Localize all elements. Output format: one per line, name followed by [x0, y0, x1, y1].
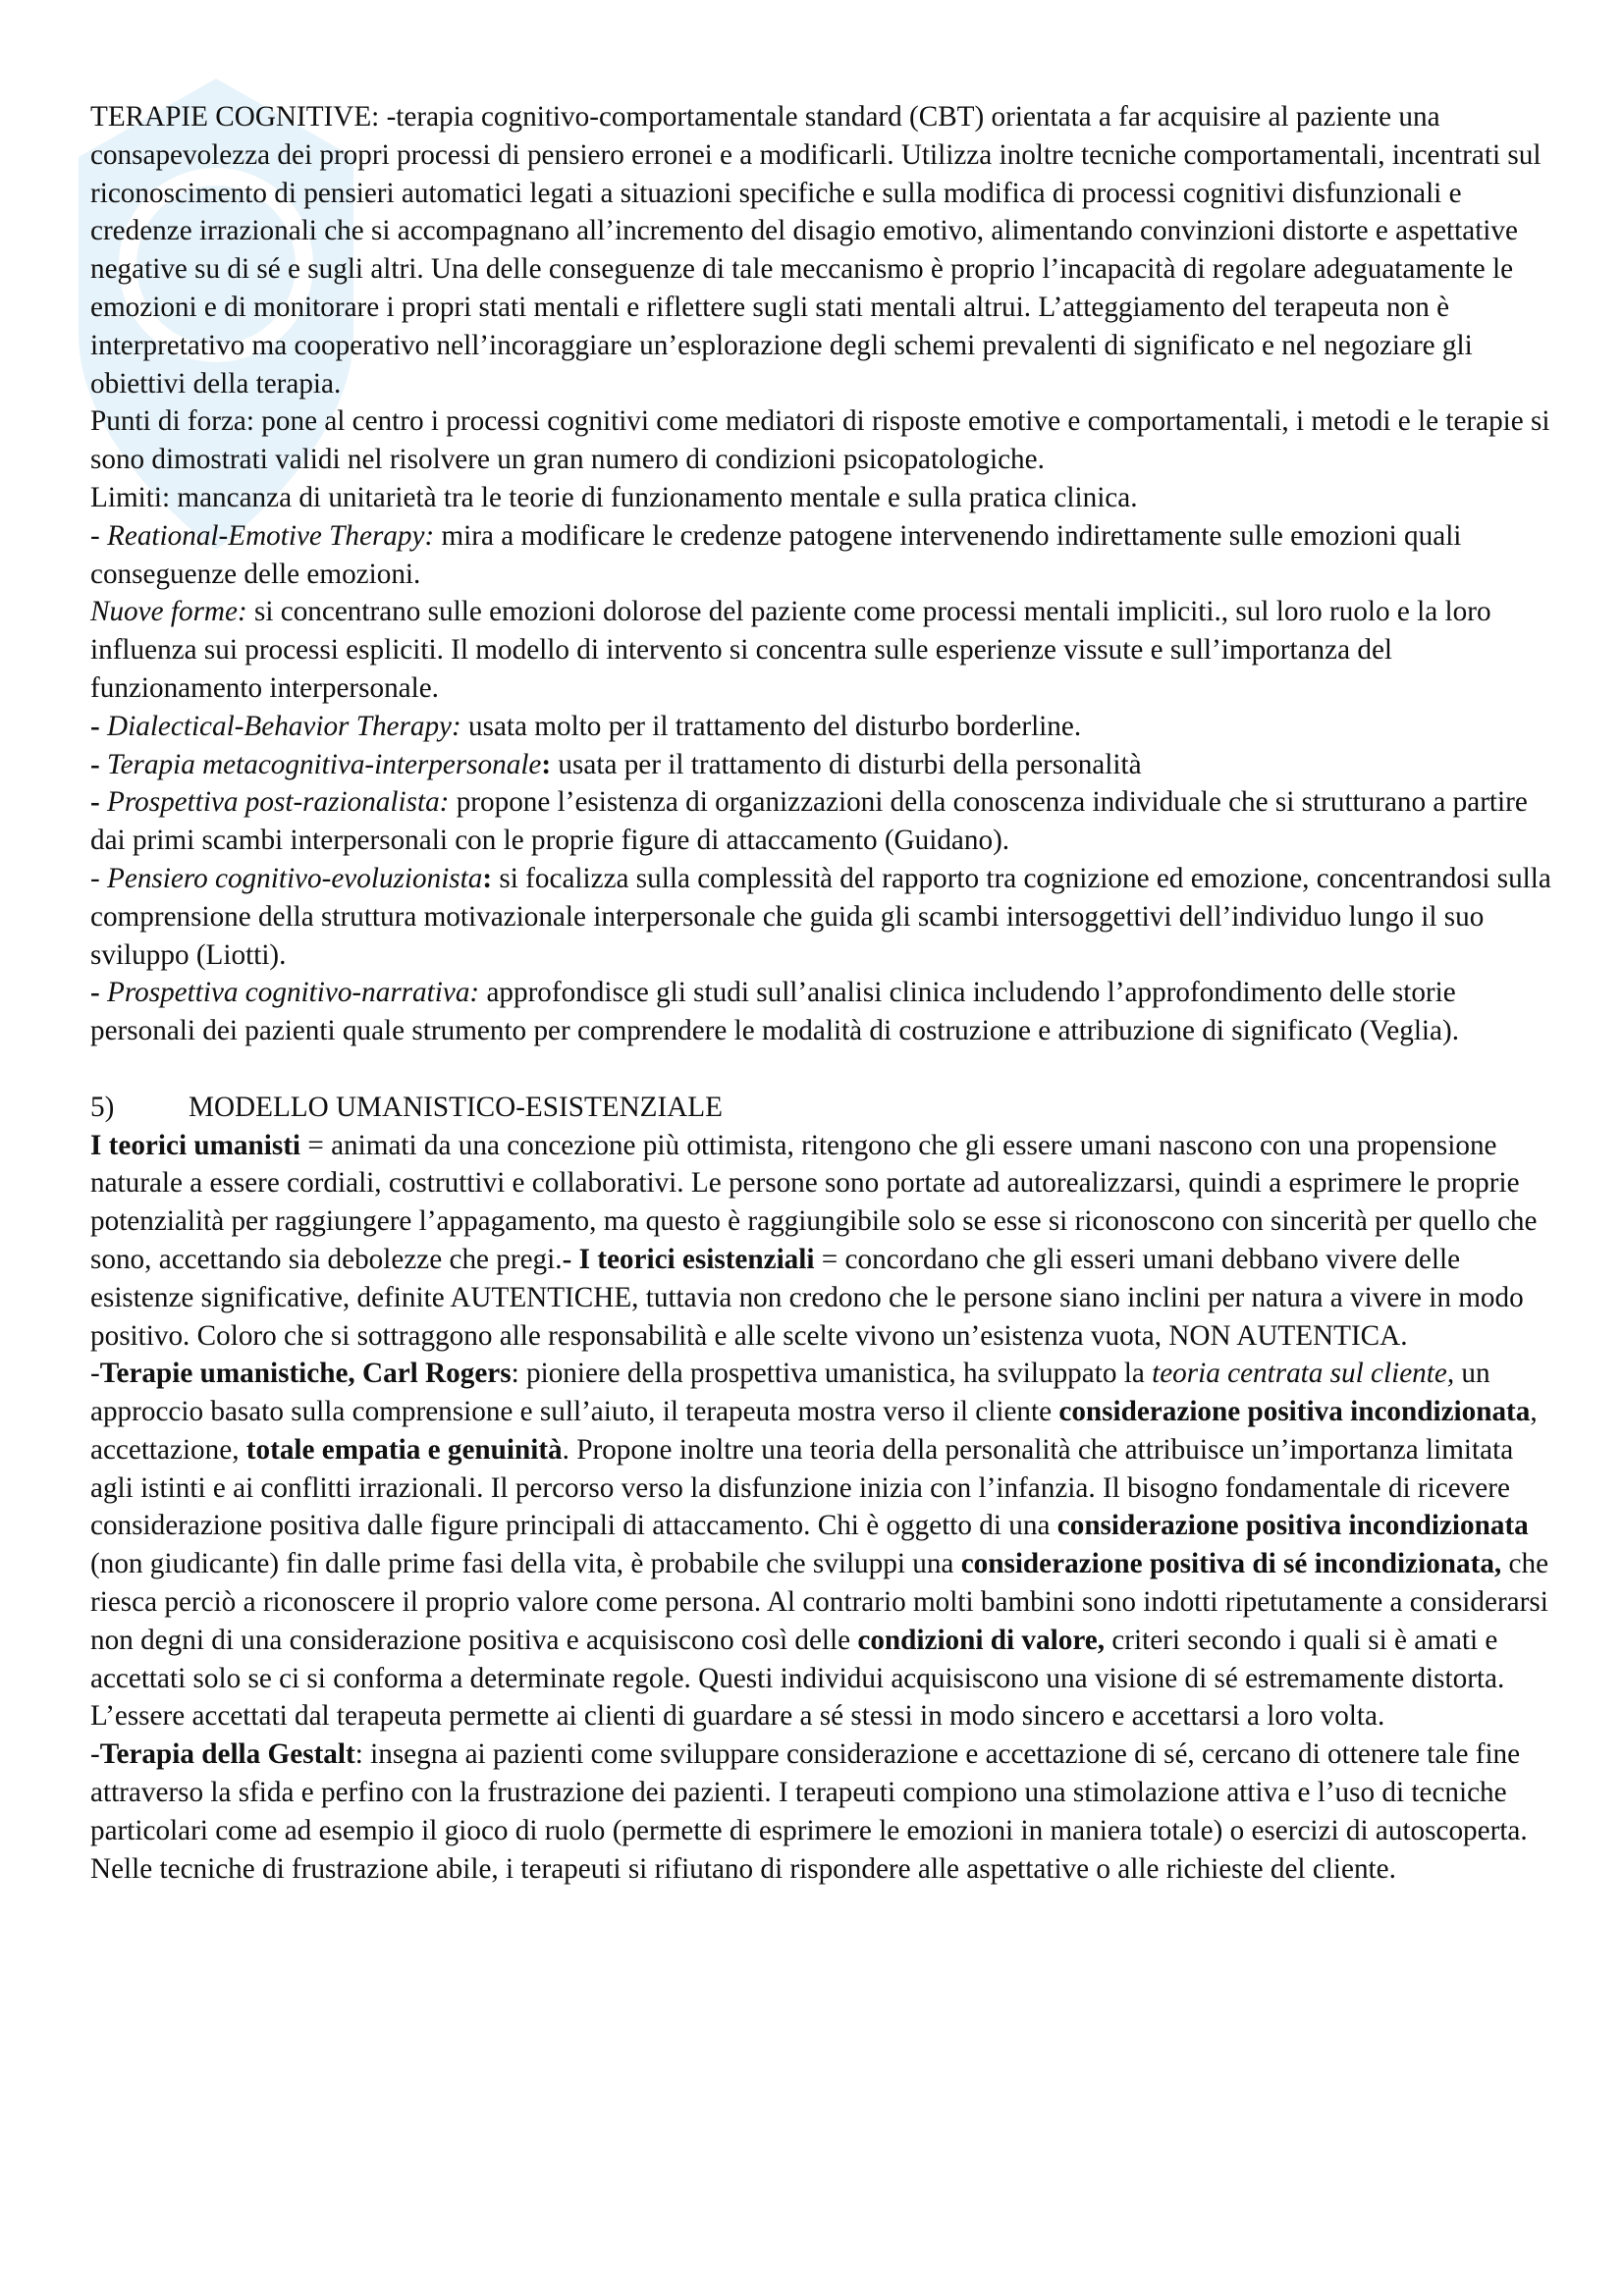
evol-colon: :: [482, 862, 493, 894]
metacog-colon: :: [541, 748, 552, 780]
evol-text: si focalizza sulla complessità del rapporto tra cognizione ed emozione, concentrandosi sulla comprensione della struttura motivazionale interpersonale che guida gli scambi intersoggettivi dell’individuo lungo il suo sviluppo (Liotti).: [90, 862, 1551, 971]
umanisti-text: = animati da una concezione più ottimista, ritengono che gli essere umani nascono con una propensione naturale a essere cordiali, costruttivi e collaborativi. Le persone sono portate ad autorealizzarsi, quindi a esprimere le proprie potenzialità per raggiungere l’appagamento, ma questo è raggiungibile solo se esse si riconoscono con sincerità per quello che sono, accettando sia debolezze che pregi.: [90, 1129, 1538, 1275]
postraz-text: propone l’esistenza di organizzazioni della conoscenza individuale che si strutturano a partire dai primi scambi interpersonali con le proprie figure di attaccamento (Guidano).: [90, 786, 1528, 857]
section-number: 5): [90, 1091, 115, 1123]
metacog-text: usata per il trattamento di disturbi della personalità: [551, 748, 1142, 780]
dbt-prefix: -: [90, 710, 108, 742]
rogers-text-6: che riesca perciò a riconoscere il proprio valore come persona. Al contrario molti bambini sono indotti ripetutamente a considerarsi non degni di una considerazione positiva e acquisiscono così delle: [90, 1548, 1549, 1656]
blank-line: [90, 1050, 1563, 1089]
rogers-term: Terapie umanistiche, Carl Rogers: [99, 1358, 512, 1390]
cbt-paragraph: [90, 98, 1563, 402]
umanisti-paragraph: [90, 1127, 1563, 1356]
dbt-text: usata molto per il trattamento del disturbo borderline.: [460, 710, 1082, 742]
metacog-prefix: -: [90, 748, 108, 780]
rogers-text-4: . Propone inoltre una teoria della personalità che attribuisce un’importanza limitata agli istinti e ai conflitti irrazionali. Il percorso verso la disfunzione inizia con l’infanzia. Il bisogno fondamentale di ricevere considerazione positiva dalle figure principali di attaccamento. Chi è oggetto di una: [90, 1433, 1514, 1542]
dbt-paragraph: [90, 708, 1563, 746]
rogers-dash: -: [90, 1358, 100, 1390]
new-forms-paragraph: [90, 593, 1563, 707]
strengths-paragraph: Punti di forza: pone al centro i processi cognitivi come mediatori di risposte emotive e comportamentali, i metodi e le terapie si sono dimostrati validi nel risolvere un gran numero di condizioni psicopatologiche.: [90, 405, 1550, 476]
dbt-term: Dialectical-Behavior Therapy:: [107, 710, 461, 742]
ret-text: mira a modificare le credenze patogene intervenendo indirettamente sulle emozioni quali conseguenze delle emozioni.: [90, 519, 1462, 590]
document-page: [90, 98, 1563, 1888]
ret-paragraph: [90, 517, 1563, 594]
metacog-term: Terapia metacognitiva-interpersonale: [107, 748, 542, 780]
new-forms-term: Nuove forme:: [90, 596, 247, 628]
rogers-text-7: criteri secondo i quali si è amati e accettati solo se ci si conforma a determinate regole. Questi individui acquisiscono una visione di sé estremamente distorta. L’essere accettati dal terapeuta permette ai clienti di guardare a sé stessi in modo sincero e accettarsi a loro volta.: [90, 1624, 1505, 1733]
rogers-text-2: un approccio basato sulla comprensione e sull’aiuto, il terapeuta mostra verso il cliente: [90, 1358, 1490, 1428]
gestalt-dash: -: [90, 1738, 100, 1771]
umanisti-term: I teorici umanisti: [90, 1129, 301, 1161]
ret-prefix: -: [90, 519, 108, 552]
rogers-text-1: : pioniere della prospettiva umanistica, ha sviluppato la: [511, 1358, 1153, 1390]
rogers-text-3: , accettazione,: [90, 1396, 1538, 1466]
gestalt-paragraph: [90, 1735, 1563, 1888]
postraz-prefix: -: [90, 786, 108, 819]
rogers-italic-1: teoria centrata sul cliente,: [1152, 1358, 1455, 1390]
narr-prefix: -: [90, 977, 108, 1009]
narr-term: Prospettiva cognitivo-narrativa:: [107, 977, 480, 1009]
postraz-term: Prospettiva post-razionalista:: [107, 786, 450, 819]
section-5-heading: [90, 1089, 1563, 1127]
cbt-intro: TERAPIE COGNITIVE: -terapia cognitivo-comportamentale standard (CBT): [90, 101, 985, 133]
evol-paragraph: [90, 860, 1563, 974]
rogers-bold-1: considerazione positiva incondizionata: [1058, 1396, 1531, 1428]
limits-paragraph: Limiti: mancanza di unitarietà tra le teorie di funzionamento mentale e sulla pratica clinica.: [90, 481, 1138, 513]
evol-prefix: -: [90, 862, 108, 894]
section-title: MODELLO UMANISTICO-ESISTENZIALE: [189, 1091, 723, 1123]
ret-term: Reational-Emotive Therapy:: [107, 519, 435, 552]
narr-text: approfondisce gli studi sull’analisi clinica includendo l’approfondimento delle storie personali dei pazienti quale strumento per comprendere le modalità di costruzione e attribuzione di significato (Veglia).: [90, 977, 1460, 1047]
rogers-bold-5: condizioni di valore,: [857, 1624, 1106, 1656]
rogers-bold-4: considerazione positiva di sé incondizionata,: [960, 1548, 1502, 1580]
cbt-body: orientata a far acquisire al paziente una consapevolezza dei propri processi di pensiero erronei e a modificarli. Utilizza inoltre tecniche comportamentali, incentrati sul riconoscimento di pensieri automatici legati a situazioni specifiche e sulla modifica di processi cognitivi disfunzionali e credenze irrazionali che si accompagnano all’incremento del disagio emotivo, alimentando convinzioni distorte e aspettative negative su di sé e sugli altri. Una delle conseguenze di tale meccanismo è proprio l’incapacità di regolare adeguatamente le emozioni e di monitorare i propri stati mentali e riflettere sugli stati mentali altrui. L’atteggiamento del terapeuta non è interpretativo ma cooperativo nell’incoraggiare un’esplorazione degli schemi prevalenti di significato e nel negoziare gli obiettivi della terapia.: [90, 101, 1542, 400]
postraz-paragraph: [90, 783, 1563, 860]
narr-paragraph: [90, 974, 1563, 1050]
esistenziali-text: = concordano che gli esseri umani debbano vivere delle esistenze significative, definite AUTENTICHE, tuttavia non credono che le persone siano inclini per natura a vivere in modo positivo. Coloro che si sottraggono alle responsabilità e alle scelte vivono un’esistenza vuota, NON AUTENTICA.: [90, 1243, 1524, 1352]
gestalt-term: Terapia della Gestalt: [99, 1738, 355, 1771]
rogers-bold-2: totale empatia e genuinità: [245, 1433, 563, 1466]
new-forms-text: si concentrano sulle emozioni dolorose del paziente come processi mentali impliciti., sul loro ruolo e la loro influenza sui processi espliciti. Il modello di intervento si concentra sulle esperienze vissute e sull’importanza del funzionamento interpersonale.: [90, 596, 1491, 704]
rogers-bold-3: considerazione positiva incondizionata: [1056, 1510, 1529, 1542]
gestalt-text: : insegna ai pazienti come sviluppare considerazione e accettazione di sé, cercano di ottenere tale fine attraverso la sfida e perfino con la frustrazione dei pazienti. I terapeuti compiono una stimolazione attiva e l’uso di tecniche particolari come ad esempio il gioco di ruolo (permette di esprimere le emozioni in maniera totale) o esercizi di autoscoperta. Nelle tecniche di frustrazione abile, i terapeuti si rifiutano di rispondere alle aspettative o alle richieste del cliente.: [90, 1738, 1528, 1885]
metacog-paragraph: [90, 746, 1563, 784]
rogers-text-5: (non giudicante) fin dalle prime fasi della vita, è probabile che sviluppi una: [90, 1548, 961, 1580]
esistenziali-term: - I teorici esistenziali: [562, 1243, 815, 1275]
evol-term: Pensiero cognitivo-evoluzionista: [107, 862, 483, 894]
rogers-paragraph: [90, 1355, 1563, 1735]
